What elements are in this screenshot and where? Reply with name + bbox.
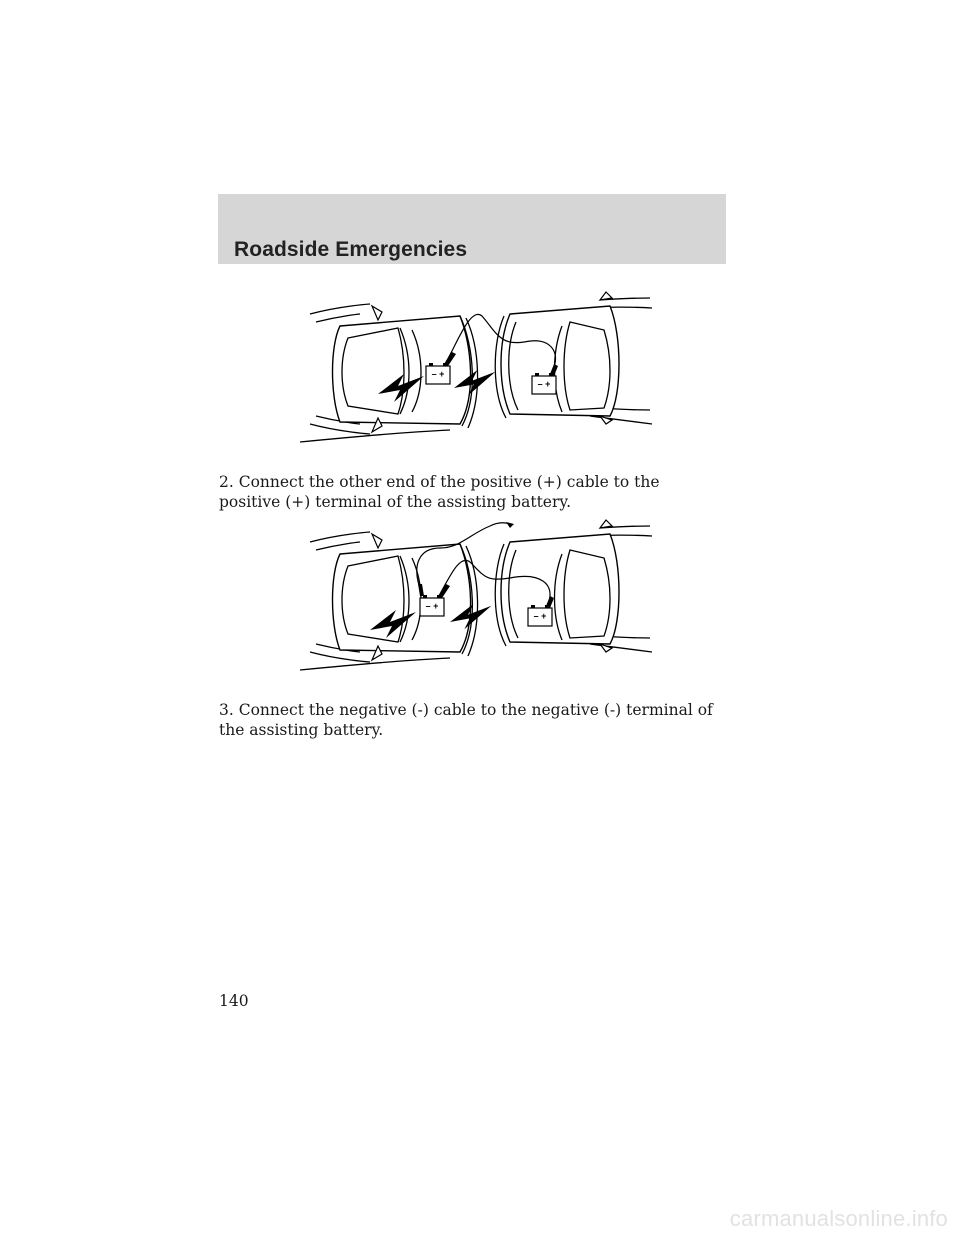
section-title: Roadside Emergencies [234,238,468,261]
jump-start-diagram-2 [300,514,680,680]
step-2-text: 2. Connect the other end of the positive (+) cable to the positive (+) terminal of the assisting battery. [219,473,660,511]
battery-right-label: – + [537,379,551,389]
battery-left-label: – + [425,601,439,611]
section-header [218,194,726,264]
assisting-vehicle-icon [495,292,652,424]
battery-left-icon [426,363,450,384]
battery-left-label: – + [431,369,445,379]
battery-left-icon [420,595,444,616]
disabled-vehicle-icon [300,532,478,670]
page-number: 140 [219,992,249,1010]
cable-clamp-loose [506,522,514,528]
battery-right-label: – + [533,611,547,621]
battery-right-icon [532,373,556,394]
battery-right-icon [528,605,552,626]
watermark: carmanualsonline.info [729,1206,948,1231]
jump-start-diagram-1 [300,286,680,452]
assisting-vehicle-icon [495,520,652,652]
step-3-text: 3. Connect the negative (-) cable to the negative (-) terminal of the assisting battery. [219,701,713,739]
disabled-vehicle-icon [300,304,478,442]
